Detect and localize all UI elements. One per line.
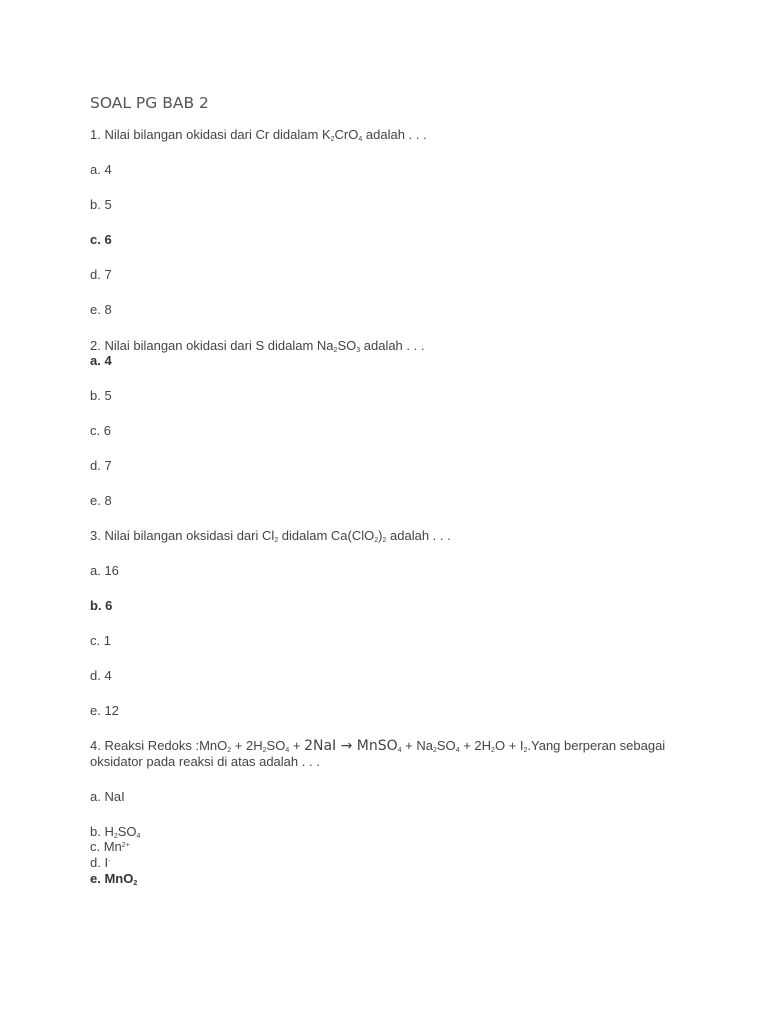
q1-option-d: d. 7 [90,267,112,282]
q4-option-e-answer: e. MnO$_2$ [90,871,138,887]
q3-option-e: e. 12 [90,703,119,718]
question-3: 3. Nilai bilangan oksidasi dari $Cl_2$ didalam $Ca(ClO_2)_2$ adalah . . . [90,528,451,544]
q1-option-b: b. 5 [90,197,112,212]
q2-option-b: b. 5 [90,388,112,403]
reaction-fragment: 2NaI → MnSO [304,738,398,754]
q4-option-b: b. $H_2SO_4$ [90,824,141,840]
question-4: 4. Reaksi Redoks :MnO$_2$ + $2H_2SO_4 + 2NaI$ → MnSO$_4$ + $Na_2SO_4 + 2H_2O$ + $I_2.Yang$ berperan sebagai [90,738,666,754]
question-4-line-2: oksidator pada reaksi di atas adalah . . . [90,754,320,769]
q2-option-d: d. 7 [90,458,112,473]
q3-option-b-answer: b. 6 [90,598,113,613]
q2-option-a-answer: a. 4 [90,353,112,368]
q2-option-e: e. 8 [90,493,112,508]
q1-option-a: a. 4 [90,162,112,177]
q1-option-e: e. 8 [90,302,112,317]
q4-option-c: c. $Mn^{2+}$ [90,839,130,854]
q4-option-a: a. NaI [90,789,125,804]
page-title: SOAL PG BAB 2 [90,94,209,112]
q1-option-c-answer: c. 6 [90,232,112,247]
q3-option-d: d. 4 [90,668,112,683]
question-2: 2. Nilai bilangan okidasi dari S didalam $Na_2SO_3$ adalah . . . [90,338,425,354]
q3-option-c: c. 1 [90,633,111,648]
question-1: 1. Nilai bilangan okidasi dari Cr didalam $K_2CrO_4$ adalah . . . [90,127,427,143]
q4-option-d: d. I- [90,855,111,870]
q3-option-a: a. 16 [90,563,119,578]
q2-option-c: c. 6 [90,423,111,438]
